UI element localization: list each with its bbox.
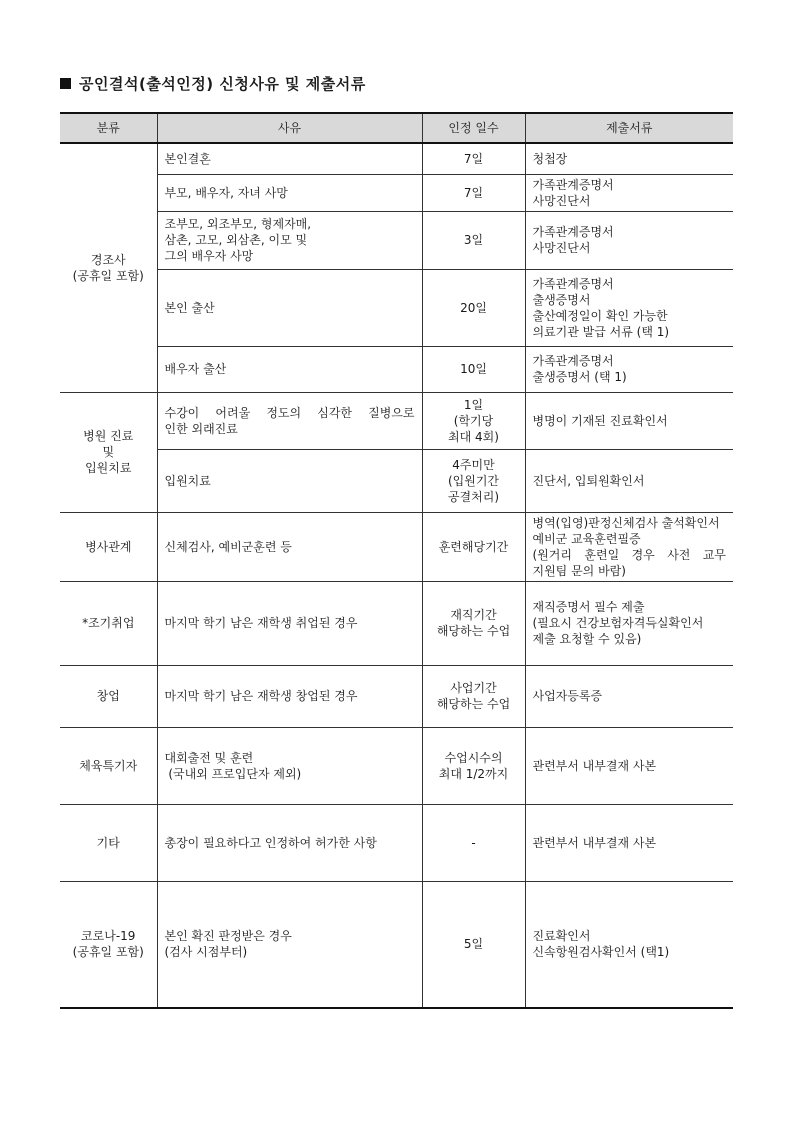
- category-line: (공휴일 포함): [72, 268, 144, 283]
- days-line: 최대 4회): [448, 429, 499, 444]
- docs-line: 신속항원검사확인서 (택1): [532, 945, 670, 960]
- reason-cell: [157, 581, 422, 665]
- docs-cell: [525, 143, 733, 174]
- table-row: [60, 581, 733, 665]
- reason-cell: [157, 881, 422, 1008]
- docs-line: 가족관계증명서: [532, 354, 614, 368]
- docs-line: 청첩장: [532, 151, 568, 166]
- category-cell: [60, 512, 157, 581]
- page-title-text: 공인결석(출석인정) 신청사유 및 제출서류: [79, 75, 366, 93]
- reason-line: 본인 출산: [164, 300, 215, 315]
- docs-line: 사망진단서: [532, 241, 591, 255]
- docs-cell: [525, 392, 733, 449]
- reason-cell: [157, 143, 422, 174]
- category-line: 기타: [96, 835, 120, 850]
- reason-line: 배우자 출산: [164, 362, 227, 376]
- header-reason: 사유: [157, 113, 422, 143]
- days-line: 재직기간: [450, 608, 497, 622]
- docs-line: 진단서, 입퇴원확인서: [532, 473, 645, 488]
- docs-cell: [525, 174, 733, 211]
- days-line: 훈련해당기간: [438, 539, 509, 554]
- category-cell: [60, 143, 157, 392]
- docs-line: 병명이 기재된 진료확인서: [532, 413, 668, 428]
- category-cell: [60, 804, 157, 881]
- days-line: 최대 1/2까지: [438, 766, 509, 781]
- days-cell: [422, 449, 525, 512]
- days-cell: [422, 665, 525, 727]
- docs-line: 출생증명서 (택 1): [532, 370, 627, 384]
- table-row: [60, 727, 733, 804]
- docs-line: 병역(입영)판정신체검사 출석확인서: [532, 515, 720, 530]
- table-row: [60, 143, 733, 174]
- days-line: (입원기간: [447, 473, 500, 488]
- reason-cell: [157, 174, 422, 211]
- reason-line: 신체검사, 예비군훈련 등: [164, 539, 292, 554]
- days-line: -: [471, 835, 476, 850]
- docs-line: 관련부서 내부결재 사본: [532, 835, 657, 850]
- docs-line: 사업자등록증: [532, 689, 603, 703]
- docs-cell: [525, 581, 733, 665]
- docs-line: 출생증명서: [532, 292, 591, 307]
- category-line: 병사관계: [85, 539, 132, 554]
- reason-line: 삼촌, 고모, 외삼촌, 이모 및: [164, 233, 308, 247]
- reason-cell: [157, 665, 422, 727]
- days-cell: [422, 392, 525, 449]
- reason-cell: [157, 449, 422, 512]
- days-cell: [422, 727, 525, 804]
- days-cell: [422, 804, 525, 881]
- docs-line: 지원팀 문의 바람): [532, 563, 626, 578]
- reason-line: (검사 시점부터): [164, 945, 248, 960]
- days-line: 1일: [463, 397, 484, 412]
- category-line: (공휴일 포함): [72, 945, 144, 960]
- table-row: [60, 512, 733, 581]
- days-line: 해당하는 수업: [436, 624, 511, 638]
- days-line: 10일: [460, 362, 487, 376]
- days-line: 7일: [463, 151, 484, 166]
- category-cell: [60, 727, 157, 804]
- days-line: 4주미만: [452, 457, 495, 472]
- docs-line: 가족관계증명서: [532, 225, 614, 239]
- days-cell: [422, 211, 525, 269]
- docs-cell: [525, 512, 733, 581]
- reason-line: 마지막 학기 남은 재학생 취업된 경우: [164, 616, 358, 630]
- docs-cell: [525, 449, 733, 512]
- days-line: 공결처리): [447, 489, 500, 504]
- days-cell: [422, 512, 525, 581]
- docs-cell: [525, 346, 733, 392]
- docs-line: 가족관계증명서: [532, 276, 614, 291]
- days-cell: [422, 881, 525, 1008]
- category-cell: [60, 392, 157, 512]
- category-line: 창업: [96, 689, 120, 703]
- docs-cell: [525, 727, 733, 804]
- reason-cell: [157, 211, 422, 269]
- header-docs: 제출서류: [525, 113, 733, 143]
- reason-line: 입원치료: [164, 473, 211, 488]
- category-cell: [60, 665, 157, 727]
- days-line: 5일: [463, 937, 484, 952]
- docs-line: 가족관계증명서: [532, 177, 614, 192]
- docs-line: (원거리 훈련일 경우 사전 교무: [532, 547, 726, 562]
- reason-line: 조부모, 외조부모, 형제자매,: [164, 217, 312, 231]
- docs-line: (필요시 건강보험자격득실확인서: [532, 616, 704, 630]
- category-line: 코로나-19: [81, 929, 136, 944]
- days-cell: [422, 346, 525, 392]
- days-cell: [422, 269, 525, 346]
- reason-line: 본인 확진 판정받은 경우: [164, 929, 292, 944]
- reason-cell: [157, 392, 422, 449]
- header-category: 분류: [60, 113, 157, 143]
- reason-line: 그의 배우자 사망: [164, 249, 254, 263]
- category-line: 체육특기자: [79, 758, 138, 773]
- docs-line: 재직증명서 필수 제출: [532, 600, 645, 614]
- header-days: 인정 일수: [422, 113, 525, 143]
- table-row: [60, 392, 733, 449]
- reason-line: 부모, 배우자, 자녀 사망: [164, 185, 288, 200]
- days-line: 사업기간: [450, 681, 497, 695]
- reason-line: 인한 외래진료: [164, 421, 238, 436]
- page-title: [60, 73, 366, 94]
- category-line: 병원 진료: [83, 429, 134, 443]
- table-row: [60, 665, 733, 727]
- reason-line: 수강이 어려울 정도의 심각한 질병으로: [164, 405, 415, 420]
- square-bullet-icon: [60, 78, 71, 89]
- reason-line: (국내외 프로입단자 제외): [164, 766, 302, 781]
- reason-line: 본인결혼: [164, 151, 211, 166]
- docs-line: 사망진단서: [532, 193, 591, 208]
- docs-cell: [525, 269, 733, 346]
- docs-cell: [525, 665, 733, 727]
- table-row: [60, 346, 733, 392]
- days-cell: [422, 174, 525, 211]
- docs-line: 의료기관 발급 서류 (택 1): [532, 324, 670, 339]
- table-row: [60, 804, 733, 881]
- reason-cell: [157, 512, 422, 581]
- reason-line: 대회출전 및 훈련: [164, 750, 254, 765]
- days-cell: [422, 143, 525, 174]
- docs-line: 관련부서 내부결재 사본: [532, 758, 657, 773]
- days-line: 해당하는 수업: [436, 697, 511, 711]
- docs-line: 출산예정일이 확인 가능한: [532, 308, 668, 323]
- table-row: [60, 449, 733, 512]
- docs-cell: [525, 804, 733, 881]
- table-row: [60, 174, 733, 211]
- days-line: 20일: [460, 300, 487, 315]
- days-line: (학기당: [453, 413, 494, 428]
- table-row: [60, 881, 733, 1008]
- reason-cell: [157, 804, 422, 881]
- reason-line: 마지막 학기 남은 재학생 창업된 경우: [164, 689, 358, 703]
- category-line: *조기취업: [82, 616, 135, 630]
- category-line: 및: [102, 445, 115, 459]
- category-cell: [60, 581, 157, 665]
- table-row: [60, 211, 733, 269]
- reason-cell: [157, 346, 422, 392]
- docs-cell: [525, 211, 733, 269]
- category-line: 경조사: [90, 252, 126, 267]
- days-line: 7일: [463, 185, 484, 200]
- docs-line: 제출 요청할 수 있음): [532, 632, 642, 646]
- docs-cell: [525, 881, 733, 1008]
- days-cell: [422, 581, 525, 665]
- days-line: 3일: [463, 233, 484, 247]
- table-header-row: [60, 113, 733, 143]
- category-cell: [60, 881, 157, 1008]
- reason-cell: [157, 727, 422, 804]
- reason-line: 총장이 필요하다고 인정하여 허가한 사항: [164, 835, 377, 850]
- table-row: [60, 269, 733, 346]
- absence-table: [60, 112, 733, 1009]
- docs-line: 예비군 교육훈련필증: [532, 531, 641, 546]
- docs-line: 진료확인서: [532, 929, 591, 944]
- days-line: 수업시수의: [444, 750, 503, 765]
- category-line: 입원치료: [85, 461, 132, 475]
- reason-cell: [157, 269, 422, 346]
